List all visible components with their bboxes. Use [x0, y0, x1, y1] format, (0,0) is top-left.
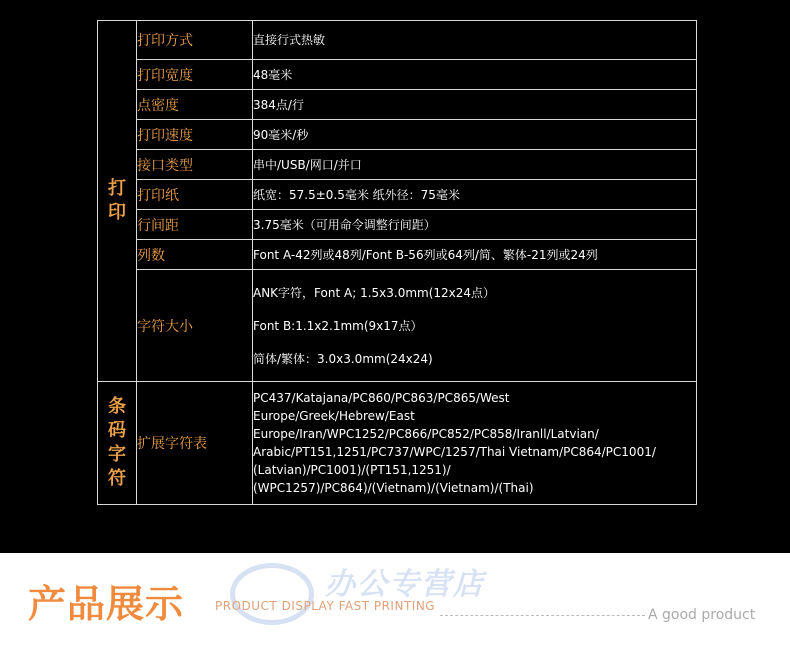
watermark-logo-icon — [230, 563, 314, 625]
table-row — [98, 90, 697, 120]
row-label: 点密度 — [137, 90, 253, 120]
row-label: 列数 — [137, 240, 253, 270]
row-value: 90毫米/秒 — [253, 120, 697, 150]
banner-tagline: A good product — [648, 607, 756, 623]
row-label: 打印纸 — [137, 180, 253, 210]
row-label: 接口类型 — [137, 150, 253, 180]
row-value: 串中/USB/网口/并口 — [253, 150, 697, 180]
row-value-char-size: ANK字符，Font A; 1.5x3.0mm(12x24点） Font B:1.1x2.1mm(9x17点） 简体/繁体：3.0x3.0mm(24x24) — [253, 270, 697, 382]
banner-title: 产品展示 — [28, 582, 185, 626]
row-value-ext-chars: PC437/Katajana/PC860/PC863/PC865/West Europe/Greek/Hebrew/East Europe/Iran/WPC1252/PC866/PC852/PC858/Iranll/Latvian/ Arabic/PT151,1251/PC737/WPC/1257/Thai Vietnam/PC864/PC1001/ (Latvian)/PC1001)/(PT151,1251)/ (WPC1257)/PC864)/(Vietnam)/(Vietnam)/(Thai) — [253, 382, 697, 505]
table-row — [98, 240, 697, 270]
row-label: 扩展字符表 — [137, 382, 253, 505]
divider-line — [440, 615, 645, 616]
table-row — [98, 21, 697, 60]
row-label: 字符大小 — [137, 270, 253, 382]
row-value: 384点/行 — [253, 90, 697, 120]
group-label-print: 打 印 — [98, 21, 137, 382]
table-row — [98, 150, 697, 180]
table-row — [98, 120, 697, 150]
row-value: Font A-42列或48列/Font B-56列或64列/简、繁体-21列或24列 — [253, 240, 697, 270]
row-label: 行间距 — [137, 210, 253, 240]
row-label: 打印宽度 — [137, 60, 253, 90]
group-label-barcode: 条 码 字 符 — [98, 382, 137, 505]
row-value: 48毫米 — [253, 60, 697, 90]
row-label: 打印方式 — [137, 21, 253, 60]
banner-subtitle: PRODUCT DISPLAY FAST PRINTING — [215, 599, 436, 613]
row-value: 直接行式热敏 — [253, 21, 697, 60]
product-display-banner — [0, 553, 790, 645]
table-row — [98, 210, 697, 240]
row-value: 3.75毫米（可用命令调整行间距） — [253, 210, 697, 240]
watermark-text: 办公专营店 — [325, 567, 485, 602]
table-row — [98, 60, 697, 90]
row-label: 打印速度 — [137, 120, 253, 150]
spec-table — [97, 20, 697, 505]
table-row — [98, 382, 697, 505]
table-row — [98, 180, 697, 210]
row-value: 纸宽：57.5±0.5毫米 纸外径：75毫米 — [253, 180, 697, 210]
table-row — [98, 270, 697, 382]
